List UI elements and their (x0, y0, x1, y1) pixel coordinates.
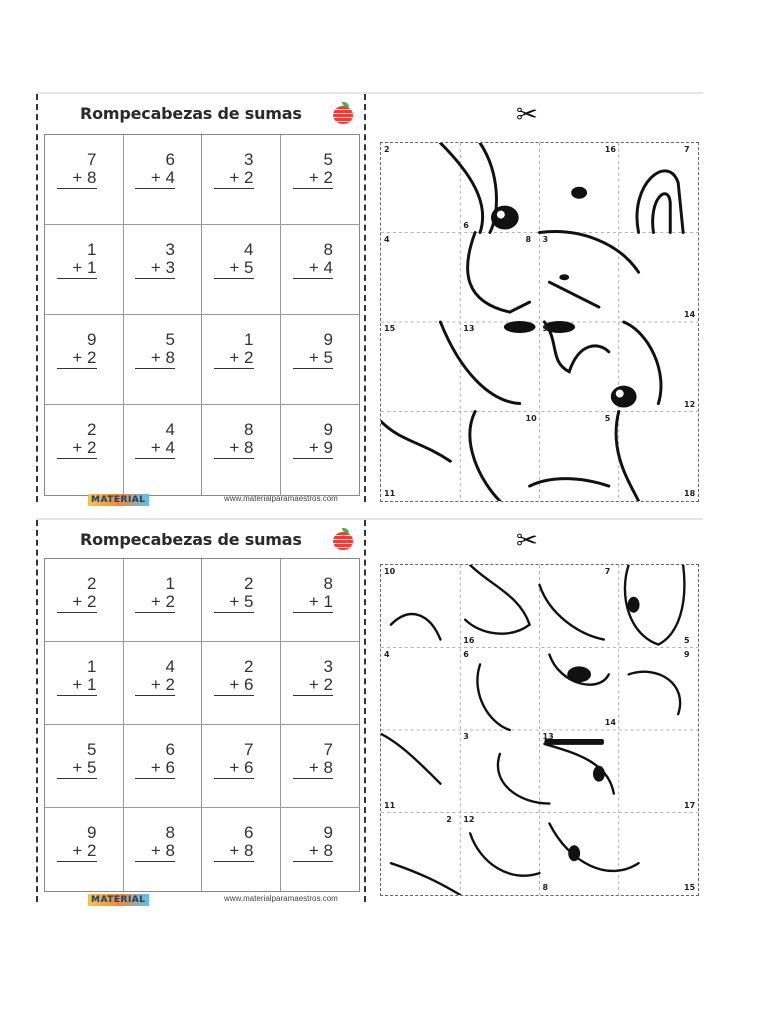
piece-number: 16 (604, 145, 616, 154)
addition-problem (135, 575, 175, 613)
piece-number: 12 (463, 814, 475, 824)
addition-panel (36, 94, 366, 505)
addition-problem (57, 575, 97, 613)
addend-top: 7 (87, 150, 97, 169)
addend-top: 9 (323, 823, 333, 842)
apple-icon (332, 102, 354, 124)
addend-top: 2 (244, 657, 254, 676)
addition-problem (293, 331, 333, 369)
addition-problem (293, 658, 333, 696)
addend-top: 4 (244, 240, 254, 259)
piece-number: 10 (525, 413, 537, 423)
addition-problem (57, 421, 97, 459)
addend-top: 7 (244, 740, 254, 759)
problem-cell (124, 642, 203, 725)
addend-top: 1 (165, 574, 175, 593)
addend-top: 3 (244, 150, 254, 169)
addend-top: 8 (244, 420, 254, 439)
addend-bottom: + 8 (293, 842, 333, 862)
addend-bottom: + 8 (293, 759, 333, 779)
addition-problem (214, 741, 254, 779)
addition-problem (135, 151, 175, 189)
addition-problem (293, 741, 333, 779)
problem-cell (124, 808, 203, 891)
problem-cell (202, 225, 281, 315)
addition-problem (214, 824, 254, 862)
addend-bottom: + 2 (57, 349, 97, 369)
footer (88, 894, 358, 908)
piece-number: 10 (384, 567, 396, 576)
addend-top: 4 (165, 420, 175, 439)
scissors-icon: ✂ (516, 100, 538, 130)
addition-problem (135, 331, 175, 369)
addend-top: 5 (165, 330, 175, 349)
addend-top: 8 (323, 574, 333, 593)
piece-number: 9 (684, 649, 690, 659)
addend-bottom: + 2 (293, 169, 333, 189)
addend-bottom: + 2 (135, 593, 175, 613)
piece-number: 4 (384, 234, 390, 244)
addition-problem (57, 241, 97, 279)
piece-number: 7 (604, 567, 611, 576)
piece-number: 2 (384, 145, 390, 154)
problem-cell (202, 135, 281, 225)
piece-number: 11 (384, 800, 396, 810)
addend-bottom: + 4 (293, 259, 333, 279)
problem-cell (45, 559, 124, 642)
footer-url: www.materialparamaestros.com (224, 894, 338, 903)
addend-bottom: + 6 (214, 676, 254, 696)
piece-number: 13 (542, 732, 554, 741)
problem-cell (45, 405, 124, 495)
problem-cell (281, 315, 360, 405)
addend-top: 5 (87, 740, 97, 759)
addend-bottom: + 6 (214, 759, 254, 779)
addend-bottom: + 3 (135, 259, 175, 279)
addition-problem (57, 331, 97, 369)
piece-number: 8 (525, 234, 532, 244)
addend-top: 8 (323, 240, 333, 259)
piece-number: 13 (463, 324, 475, 333)
addend-bottom: + 8 (214, 439, 254, 459)
problem-cell (202, 559, 281, 642)
addition-problem (135, 824, 175, 862)
addend-bottom: + 4 (135, 169, 175, 189)
addend-bottom: + 4 (135, 439, 175, 459)
problem-cell (281, 559, 360, 642)
problem-cell (281, 135, 360, 225)
addition-problem (293, 151, 333, 189)
addend-bottom: + 2 (57, 439, 97, 459)
addend-top: 2 (244, 574, 254, 593)
worksheet-1 (36, 92, 703, 505)
addend-bottom: + 5 (214, 259, 254, 279)
addition-problem (214, 151, 254, 189)
worksheet-title: Rompecabezas de sumas (80, 104, 302, 123)
addition-problem (214, 331, 254, 369)
addend-top: 2 (87, 420, 97, 439)
addition-problem (214, 241, 254, 279)
piece-number: 18 (684, 489, 696, 498)
worksheet-title: Rompecabezas de sumas (80, 530, 302, 549)
addend-top: 1 (87, 657, 97, 676)
problem-cell (202, 405, 281, 495)
addition-problem (57, 658, 97, 696)
addend-top: 2 (87, 574, 97, 593)
problem-cell (124, 225, 203, 315)
addend-top: 6 (165, 150, 175, 169)
piece-number: 7 (684, 145, 690, 154)
addend-bottom: + 8 (135, 842, 175, 862)
piece-number: 5 (604, 413, 611, 423)
addend-bottom: + 5 (293, 349, 333, 369)
addend-bottom: + 5 (214, 593, 254, 613)
problem-cell (202, 808, 281, 891)
addition-problem (293, 575, 333, 613)
addend-bottom: + 1 (57, 259, 97, 279)
problem-cell (45, 135, 124, 225)
piece-number: 5 (684, 635, 690, 645)
addend-bottom: + 2 (214, 349, 254, 369)
addition-problem (57, 741, 97, 779)
addition-problem (214, 575, 254, 613)
addend-top: 8 (165, 823, 175, 842)
addition-problem (293, 421, 333, 459)
problem-cell (202, 642, 281, 725)
piece-number: 15 (384, 324, 396, 333)
puzzle-panel (370, 94, 703, 502)
addition-problem (214, 421, 254, 459)
piece-number: 6 (463, 649, 469, 659)
problem-cell (202, 315, 281, 405)
scissors-icon: ✂ (516, 526, 538, 556)
addend-bottom: + 8 (135, 349, 175, 369)
problem-cell (281, 225, 360, 315)
addition-problem (135, 741, 175, 779)
addition-problem (293, 241, 333, 279)
addition-problem (293, 824, 333, 862)
piece-number: 4 (384, 649, 390, 659)
problem-cell (45, 642, 124, 725)
addend-bottom: + 1 (293, 593, 333, 613)
addition-problem (214, 658, 254, 696)
puzzle-image (380, 564, 699, 896)
addend-bottom: + 9 (293, 439, 333, 459)
problem-grid (44, 558, 360, 892)
addend-top: 9 (87, 823, 97, 842)
addend-bottom: + 5 (57, 759, 97, 779)
addend-top: 3 (323, 657, 333, 676)
problem-cell (281, 808, 360, 891)
footer (88, 494, 358, 508)
puzzle-image (380, 142, 699, 502)
addend-bottom: + 2 (214, 169, 254, 189)
piece-number: 3 (463, 732, 469, 741)
piece-number: 8 (542, 883, 549, 892)
addition-problem (57, 824, 97, 862)
addition-problem (135, 658, 175, 696)
problem-grid (44, 134, 360, 496)
apple-icon (332, 528, 354, 550)
piece-number: 11 (384, 489, 396, 498)
footer-url: www.materialparamaestros.com (224, 494, 338, 503)
problem-cell (124, 725, 203, 808)
donkey-drawing (381, 143, 698, 501)
piece-number: 16 (463, 635, 475, 645)
piece-number: 6 (463, 220, 469, 230)
addend-top: 1 (87, 240, 97, 259)
piece-number: 2 (446, 814, 452, 824)
problem-cell (281, 405, 360, 495)
problem-cell (124, 135, 203, 225)
addend-bottom: + 8 (214, 842, 254, 862)
piece-number: 14 (684, 310, 696, 319)
worksheet-2 (36, 518, 703, 905)
addition-problem (135, 241, 175, 279)
problem-cell (124, 405, 203, 495)
addend-top: 9 (323, 330, 333, 349)
addition-panel (36, 520, 366, 905)
piece-number: 15 (684, 883, 696, 892)
addend-bottom: + 2 (135, 676, 175, 696)
addend-bottom: + 2 (57, 842, 97, 862)
puppies-drawing (381, 565, 698, 895)
addend-bottom: + 8 (57, 169, 97, 189)
brand-logo: MATERIAL (88, 894, 149, 906)
addend-bottom: + 6 (135, 759, 175, 779)
problem-cell (45, 315, 124, 405)
piece-number: 14 (604, 718, 616, 727)
problem-cell (281, 642, 360, 725)
addend-top: 4 (165, 657, 175, 676)
addend-top: 1 (244, 330, 254, 349)
problem-cell (45, 225, 124, 315)
problem-cell (281, 725, 360, 808)
problem-cell (124, 559, 203, 642)
addend-top: 9 (87, 330, 97, 349)
piece-number: 12 (684, 399, 696, 409)
addend-bottom: + 2 (293, 676, 333, 696)
problem-cell (124, 315, 203, 405)
addition-problem (135, 421, 175, 459)
brand-logo: MATERIAL (88, 494, 149, 506)
addend-bottom: + 2 (57, 593, 97, 613)
addition-problem (57, 151, 97, 189)
piece-number: 17 (684, 800, 696, 810)
problem-cell (202, 725, 281, 808)
problem-cell (45, 725, 124, 808)
addend-top: 3 (165, 240, 175, 259)
piece-number: 9 (542, 324, 549, 333)
addend-bottom: + 1 (57, 676, 97, 696)
addend-top: 6 (244, 823, 254, 842)
addend-top: 5 (323, 150, 333, 169)
piece-number: 3 (542, 234, 549, 244)
problem-cell (45, 808, 124, 891)
addend-top: 6 (165, 740, 175, 759)
puzzle-panel (370, 520, 703, 902)
addend-top: 7 (323, 740, 333, 759)
addend-top: 9 (323, 420, 333, 439)
